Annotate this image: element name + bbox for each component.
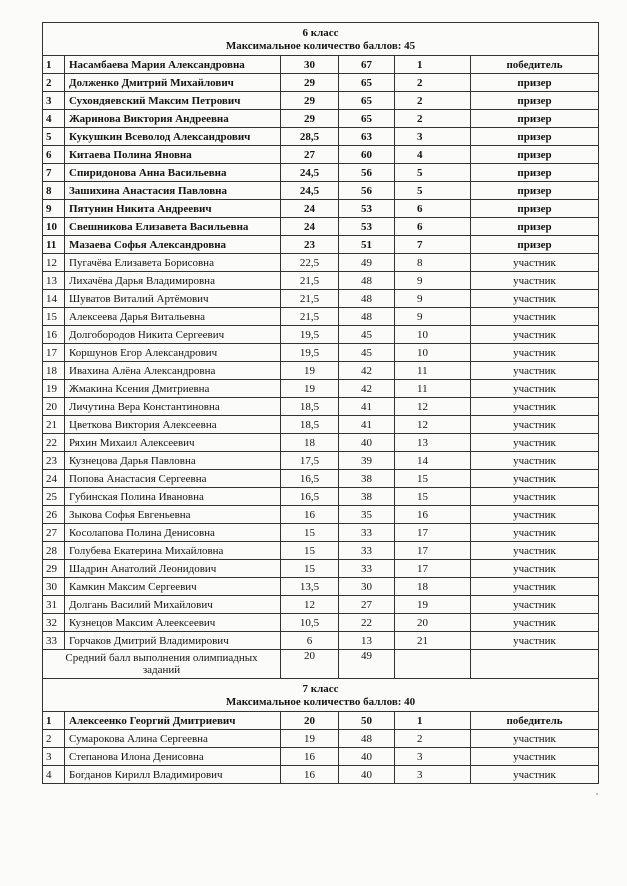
status-cell: участник: [471, 308, 599, 326]
table-row: [43, 236, 599, 254]
status-cell: участник: [471, 596, 599, 614]
grade6-header-cell: [43, 23, 599, 56]
student-name-cell: Ряхин Михаил Алексеевич: [65, 434, 281, 452]
student-name-cell: Алексеенко Георгий Дмитриевич: [65, 712, 281, 730]
status-cell: победитель: [471, 712, 599, 730]
place-cell: 16: [395, 506, 471, 524]
student-name-cell: Лихачёва Дарья Владимировна: [65, 272, 281, 290]
table-row: [43, 434, 599, 452]
status-cell: участник: [471, 254, 599, 272]
score-cell: 16: [281, 506, 339, 524]
table-row: [43, 730, 599, 748]
percent-cell: 45: [339, 326, 395, 344]
row-number-cell: 25: [43, 488, 65, 506]
student-name-cell: Пугачёва Елизавета Борисовна: [65, 254, 281, 272]
status-cell: участник: [471, 380, 599, 398]
status-cell: участник: [471, 730, 599, 748]
table-row: [43, 254, 599, 272]
percent-cell: 22: [339, 614, 395, 632]
row-number-cell: 2: [43, 730, 65, 748]
grade-title: 7 класс: [302, 683, 339, 695]
student-name-cell: Шуватов Виталий Артёмович: [65, 290, 281, 308]
table-row: [43, 488, 599, 506]
status-cell: участник: [471, 290, 599, 308]
score-cell: 16: [281, 748, 339, 766]
status-cell: участник: [471, 416, 599, 434]
status-cell: призер: [471, 236, 599, 254]
status-cell: участник: [471, 524, 599, 542]
percent-cell: 51: [339, 236, 395, 254]
row-number-cell: 33: [43, 632, 65, 650]
score-cell: 21,5: [281, 308, 339, 326]
row-number-cell: 32: [43, 614, 65, 632]
table-row: [43, 380, 599, 398]
status-cell: участник: [471, 578, 599, 596]
row-number-cell: 1: [43, 56, 65, 74]
percent-cell: 56: [339, 164, 395, 182]
row-number-cell: 4: [43, 766, 65, 784]
place-cell: 2: [395, 730, 471, 748]
score-cell: 29: [281, 110, 339, 128]
student-name-cell: Кузнецов Максим Алеексеевич: [65, 614, 281, 632]
place-cell: 8: [395, 254, 471, 272]
percent-cell: 50: [339, 712, 395, 730]
place-cell: 17: [395, 524, 471, 542]
student-name-cell: Степанова Илона Денисовна: [65, 748, 281, 766]
percent-cell: 35: [339, 506, 395, 524]
row-number-cell: 16: [43, 326, 65, 344]
percent-cell: 56: [339, 182, 395, 200]
status-cell: участник: [471, 748, 599, 766]
student-name-cell: Китаева Полина Яновна: [65, 146, 281, 164]
row-number-cell: 5: [43, 128, 65, 146]
student-name-cell: Мазаева Софья Александровна: [65, 236, 281, 254]
score-cell: 18: [281, 434, 339, 452]
percent-cell: 33: [339, 542, 395, 560]
table-row: [43, 218, 599, 236]
percent-cell: 48: [339, 272, 395, 290]
score-cell: 19: [281, 362, 339, 380]
student-name-cell: Кузнецова Дарья Павловна: [65, 452, 281, 470]
place-cell: 10: [395, 344, 471, 362]
student-name-cell: Жмакина Ксения Дмитриевна: [65, 380, 281, 398]
table-row: [43, 110, 599, 128]
percent-cell: 39: [339, 452, 395, 470]
table-row: [43, 200, 599, 218]
place-cell: 2: [395, 74, 471, 92]
place-cell: 21: [395, 632, 471, 650]
percent-cell: 45: [339, 344, 395, 362]
table-row: [43, 326, 599, 344]
percent-cell: 53: [339, 200, 395, 218]
place-cell: 5: [395, 182, 471, 200]
percent-cell: 49: [339, 254, 395, 272]
status-cell: призер: [471, 110, 599, 128]
results-table: [42, 22, 599, 784]
results-sheet: [42, 22, 598, 784]
row-number-cell: 23: [43, 452, 65, 470]
table-row: [43, 290, 599, 308]
place-cell: 7: [395, 236, 471, 254]
status-cell: призер: [471, 128, 599, 146]
score-cell: 28,5: [281, 128, 339, 146]
place-cell: 2: [395, 92, 471, 110]
score-cell: 27: [281, 146, 339, 164]
student-name-cell: Камкин Максим Сергеевич: [65, 578, 281, 596]
status-cell: участник: [471, 470, 599, 488]
table-row: [43, 128, 599, 146]
table-row: [43, 182, 599, 200]
grade-title: 6 класс: [302, 27, 339, 39]
place-cell: 1: [395, 712, 471, 730]
place-cell: 6: [395, 218, 471, 236]
score-cell: 10,5: [281, 614, 339, 632]
student-name-cell: Жаринова Виктория Андреевна: [65, 110, 281, 128]
student-name-cell: Сумарокова Алина Сергеевна: [65, 730, 281, 748]
status-cell: участник: [471, 272, 599, 290]
row-number-cell: 11: [43, 236, 65, 254]
table-row: [43, 506, 599, 524]
row-number-cell: 3: [43, 92, 65, 110]
percent-cell: 65: [339, 74, 395, 92]
place-cell: 3: [395, 128, 471, 146]
student-name-cell: Ивахина Алёна Александровна: [65, 362, 281, 380]
place-cell: 6: [395, 200, 471, 218]
status-cell: участник: [471, 362, 599, 380]
max-score-caption: Максимальное количество баллов: 40: [225, 696, 416, 708]
status-cell: участник: [471, 614, 599, 632]
student-name-cell: Богданов Кирилл Владимирович: [65, 766, 281, 784]
place-cell: 17: [395, 542, 471, 560]
row-number-cell: 12: [43, 254, 65, 272]
percent-cell: 30: [339, 578, 395, 596]
place-cell: 9: [395, 290, 471, 308]
status-cell: победитель: [471, 56, 599, 74]
row-number-cell: 13: [43, 272, 65, 290]
status-cell: участник: [471, 766, 599, 784]
score-cell: 21,5: [281, 290, 339, 308]
score-cell: 24,5: [281, 182, 339, 200]
percent-cell: 41: [339, 398, 395, 416]
place-cell: 14: [395, 452, 471, 470]
table-row: [43, 362, 599, 380]
score-cell: 18,5: [281, 416, 339, 434]
row-number-cell: 30: [43, 578, 65, 596]
score-cell: 19: [281, 380, 339, 398]
student-name-cell: Свешникова Елизавета Васильевна: [65, 218, 281, 236]
row-number-cell: 7: [43, 164, 65, 182]
score-cell: 19: [281, 730, 339, 748]
place-cell: 3: [395, 748, 471, 766]
score-cell: 21,5: [281, 272, 339, 290]
place-cell: 1: [395, 56, 471, 74]
score-cell: 22,5: [281, 254, 339, 272]
status-cell: участник: [471, 488, 599, 506]
row-number-cell: 8: [43, 182, 65, 200]
grade7-header-cell: [43, 679, 599, 712]
row-number-cell: 20: [43, 398, 65, 416]
table-row: [43, 74, 599, 92]
row-number-cell: 19: [43, 380, 65, 398]
place-cell: 9: [395, 272, 471, 290]
average-label: Средний балл выполнения олимпиадных заданий: [43, 650, 281, 679]
row-number-cell: 17: [43, 344, 65, 362]
percent-cell: 40: [339, 766, 395, 784]
score-cell: 29: [281, 74, 339, 92]
place-cell: 12: [395, 416, 471, 434]
status-cell: призер: [471, 218, 599, 236]
row-number-cell: 21: [43, 416, 65, 434]
place-cell: 17: [395, 560, 471, 578]
student-name-cell: Долженко Дмитрий Михайлович: [65, 74, 281, 92]
row-number-cell: 1: [43, 712, 65, 730]
place-cell: 11: [395, 380, 471, 398]
table-row: [43, 308, 599, 326]
row-number-cell: 28: [43, 542, 65, 560]
percent-cell: 65: [339, 92, 395, 110]
table-row: [43, 416, 599, 434]
score-cell: 18,5: [281, 398, 339, 416]
score-cell: 23: [281, 236, 339, 254]
student-name-cell: Голубева Екатерина Михайловна: [65, 542, 281, 560]
status-cell: призер: [471, 146, 599, 164]
place-cell: 18: [395, 578, 471, 596]
row-number-cell: 22: [43, 434, 65, 452]
student-name-cell: Шадрин Анатолий Леонидович: [65, 560, 281, 578]
percent-cell: 48: [339, 308, 395, 326]
status-cell: участник: [471, 542, 599, 560]
student-name-cell: Спиридонова Анна Васильевна: [65, 164, 281, 182]
average-score: 20: [281, 650, 339, 679]
row-number-cell: 24: [43, 470, 65, 488]
percent-cell: 38: [339, 488, 395, 506]
place-cell: 15: [395, 488, 471, 506]
row-number-cell: 31: [43, 596, 65, 614]
score-cell: 16: [281, 766, 339, 784]
status-cell: призер: [471, 164, 599, 182]
student-name-cell: Личутина Вера Константиновна: [65, 398, 281, 416]
empty-cell: [471, 650, 599, 679]
score-cell: 13,5: [281, 578, 339, 596]
table-row: [43, 344, 599, 362]
student-name-cell: Сухондяевский Максим Петрович: [65, 92, 281, 110]
row-number-cell: 2: [43, 74, 65, 92]
place-cell: 19: [395, 596, 471, 614]
table-row: [43, 748, 599, 766]
row-number-cell: 10: [43, 218, 65, 236]
percent-cell: 53: [339, 218, 395, 236]
status-cell: призер: [471, 92, 599, 110]
average-row: [43, 650, 599, 679]
status-cell: участник: [471, 398, 599, 416]
score-cell: 30: [281, 56, 339, 74]
percent-cell: 63: [339, 128, 395, 146]
table-row: [43, 56, 599, 74]
student-name-cell: Долгобородов Никита Сергеевич: [65, 326, 281, 344]
percent-cell: 13: [339, 632, 395, 650]
table-row: [43, 632, 599, 650]
status-cell: участник: [471, 434, 599, 452]
table-row: [43, 146, 599, 164]
place-cell: 4: [395, 146, 471, 164]
student-name-cell: Губинская Полина Ивановна: [65, 488, 281, 506]
row-number-cell: 4: [43, 110, 65, 128]
table-row: [43, 398, 599, 416]
empty-cell: [395, 650, 471, 679]
place-cell: 13: [395, 434, 471, 452]
percent-cell: 40: [339, 434, 395, 452]
table-row: [43, 542, 599, 560]
student-name-cell: Зыкова Софья Евгеньевна: [65, 506, 281, 524]
row-number-cell: 3: [43, 748, 65, 766]
student-name-cell: Алексеева Дарья Витальевна: [65, 308, 281, 326]
table-row: [43, 614, 599, 632]
score-cell: 16,5: [281, 470, 339, 488]
table-row: [43, 524, 599, 542]
percent-cell: 38: [339, 470, 395, 488]
score-cell: 17,5: [281, 452, 339, 470]
max-score-caption: Максимальное количество баллов: 45: [225, 40, 416, 52]
score-cell: 24: [281, 200, 339, 218]
percent-cell: 48: [339, 290, 395, 308]
table-row: [43, 452, 599, 470]
percent-cell: 33: [339, 524, 395, 542]
row-number-cell: 18: [43, 362, 65, 380]
grade6-header-row: [43, 23, 599, 56]
score-cell: 15: [281, 542, 339, 560]
place-cell: 15: [395, 470, 471, 488]
score-cell: 20: [281, 712, 339, 730]
student-name-cell: Пятунин Никита Андреевич: [65, 200, 281, 218]
student-name-cell: Долгань Василий Михайлович: [65, 596, 281, 614]
row-number-cell: 26: [43, 506, 65, 524]
place-cell: 2: [395, 110, 471, 128]
student-name-cell: Зашихина Анастасия Павловна: [65, 182, 281, 200]
student-name-cell: Попова Анастасия Сергеевна: [65, 470, 281, 488]
place-cell: 11: [395, 362, 471, 380]
percent-cell: 41: [339, 416, 395, 434]
student-name-cell: Кукушкин Всеволод Александрович: [65, 128, 281, 146]
row-number-cell: 15: [43, 308, 65, 326]
status-cell: призер: [471, 182, 599, 200]
table-row: [43, 92, 599, 110]
percent-cell: 67: [339, 56, 395, 74]
status-cell: участник: [471, 560, 599, 578]
row-number-cell: 27: [43, 524, 65, 542]
status-cell: призер: [471, 200, 599, 218]
percent-cell: 27: [339, 596, 395, 614]
score-cell: 15: [281, 560, 339, 578]
status-cell: участник: [471, 452, 599, 470]
place-cell: 9: [395, 308, 471, 326]
student-name-cell: Горчаков Дмитрий Владимирович: [65, 632, 281, 650]
row-number-cell: 6: [43, 146, 65, 164]
percent-cell: 42: [339, 380, 395, 398]
student-name-cell: Цветкова Виктория Алексеевна: [65, 416, 281, 434]
table-row: [43, 164, 599, 182]
status-cell: участник: [471, 344, 599, 362]
place-cell: 20: [395, 614, 471, 632]
table-row: [43, 712, 599, 730]
score-cell: 24,5: [281, 164, 339, 182]
table-row: [43, 470, 599, 488]
table-row: [43, 578, 599, 596]
scan-speck: [596, 793, 598, 795]
percent-cell: 40: [339, 748, 395, 766]
percent-cell: 48: [339, 730, 395, 748]
student-name-cell: Коршунов Егор Александрович: [65, 344, 281, 362]
status-cell: участник: [471, 326, 599, 344]
score-cell: 15: [281, 524, 339, 542]
place-cell: 5: [395, 164, 471, 182]
score-cell: 6: [281, 632, 339, 650]
average-percent: 49: [339, 650, 395, 679]
table-row: [43, 272, 599, 290]
row-number-cell: 9: [43, 200, 65, 218]
score-cell: 24: [281, 218, 339, 236]
percent-cell: 65: [339, 110, 395, 128]
status-cell: участник: [471, 632, 599, 650]
table-row: [43, 596, 599, 614]
row-number-cell: 14: [43, 290, 65, 308]
status-cell: призер: [471, 74, 599, 92]
place-cell: 3: [395, 766, 471, 784]
score-cell: 16,5: [281, 488, 339, 506]
grade7-header-row: [43, 679, 599, 712]
table-row: [43, 766, 599, 784]
table-row: [43, 560, 599, 578]
student-name-cell: Насамбаева Мария Александровна: [65, 56, 281, 74]
percent-cell: 33: [339, 560, 395, 578]
score-cell: 12: [281, 596, 339, 614]
student-name-cell: Косолапова Полина Денисовна: [65, 524, 281, 542]
percent-cell: 60: [339, 146, 395, 164]
percent-cell: 42: [339, 362, 395, 380]
place-cell: 12: [395, 398, 471, 416]
row-number-cell: 29: [43, 560, 65, 578]
status-cell: участник: [471, 506, 599, 524]
score-cell: 29: [281, 92, 339, 110]
place-cell: 10: [395, 326, 471, 344]
score-cell: 19,5: [281, 326, 339, 344]
score-cell: 19,5: [281, 344, 339, 362]
